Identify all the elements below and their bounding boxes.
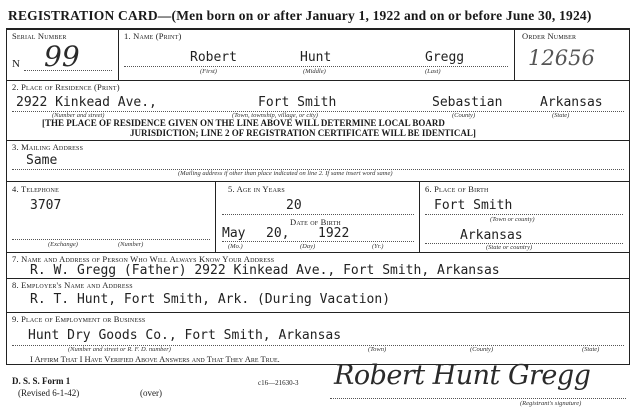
birthplace-town: Fort Smith: [434, 198, 513, 213]
residence-county: Sebastian: [432, 95, 503, 110]
dob-underline: [222, 241, 414, 242]
row4-bottom-rule: [6, 252, 630, 253]
row1-bottom-rule: [6, 80, 630, 81]
top-rule: [6, 28, 630, 30]
telephone-label: 4. Telephone: [12, 184, 59, 194]
residence-state: Arkansas: [540, 95, 603, 110]
age-divider: [419, 181, 420, 252]
employer-label: 8. Employer's Name and Address: [12, 280, 133, 290]
birthplace-town-underline: [425, 214, 623, 215]
order-number: 12656: [528, 46, 595, 70]
row3-bottom-rule: [6, 181, 630, 182]
name-underline: [124, 66, 508, 67]
month-caption: (Mo.): [228, 243, 243, 250]
over-note: (over): [140, 388, 162, 398]
year-caption: (Yr.): [372, 243, 384, 250]
middle-name: Hunt: [300, 50, 332, 65]
birthplace-label: 6. Place of Birth: [425, 184, 489, 194]
town-caption: (Town, township, village, or city): [232, 112, 318, 119]
serial-number: 99: [44, 40, 80, 73]
serial-prefix: N: [12, 58, 20, 70]
signature-underline: [330, 398, 626, 399]
state-caption: (State): [552, 112, 570, 119]
birthplace-state: Arkansas: [460, 228, 523, 243]
dob-label: Date of Birth: [290, 217, 341, 227]
affirmation-text: I Affirm That I Have Verified Above Answers and That They Are True.: [30, 354, 280, 364]
form-revised: (Revised 6-1-42): [18, 388, 80, 398]
mailing-label: 3. Mailing Address: [12, 142, 84, 152]
employment-town-caption: (Town): [368, 346, 387, 353]
day-caption: (Day): [300, 243, 316, 250]
serial-label: Serial Number: [12, 31, 67, 41]
signature-caption: (Registrant's signature): [520, 400, 582, 407]
first-name: Robert: [190, 50, 237, 65]
residence-label: 2. Place of Residence (Print): [12, 82, 120, 92]
age-underline: [222, 214, 414, 215]
left-border: [6, 28, 7, 364]
age-value: 20: [286, 198, 302, 213]
dob-month: May: [222, 226, 246, 241]
mailing-caption: (Mailing address if other than place indicated on line 2. If same insert word same): [178, 170, 393, 177]
order-label: Order Number: [522, 31, 577, 41]
last-caption: (Last): [425, 68, 441, 75]
print-code: c16—21630-3: [258, 379, 299, 387]
employment-label: 9. Place of Employment or Business: [12, 314, 146, 324]
street-caption: (Number and street): [52, 112, 105, 119]
dob-year: 1922: [318, 226, 350, 241]
birth-state-caption: (State or country): [486, 244, 533, 251]
order-divider: [514, 29, 515, 80]
residence-notice-line2: JURISDICTION; LINE 2 OF REGISTRATION CERTIFICATE WILL BE IDENTICAL]: [130, 128, 476, 138]
middle-caption: (Middle): [303, 68, 326, 75]
contact-value: R. W. Gregg (Father) 2922 Kinkead Ave., Fort Smith, Arkansas: [30, 263, 500, 278]
exchange-caption: (Exchange): [48, 241, 78, 248]
telephone-value: 3707: [30, 198, 62, 213]
last-name: Gregg: [425, 50, 465, 65]
residence-town: Fort Smith: [258, 95, 337, 110]
mailing-value: Same: [26, 153, 58, 168]
employment-state-caption: (State): [582, 346, 600, 353]
telephone-divider: [215, 181, 216, 252]
dob-day: 20,: [266, 226, 290, 241]
row2-bottom-rule: [6, 140, 630, 141]
employment-value: Hunt Dry Goods Co., Fort Smith, Arkansas: [28, 328, 342, 343]
employment-street-caption: (Number and street or R. F. D. number): [68, 346, 171, 353]
registrant-signature: Robert Hunt Gregg: [334, 360, 591, 391]
row7-bottom-rule: [6, 278, 630, 279]
row8-bottom-rule: [6, 312, 630, 313]
right-border: [629, 28, 630, 364]
birth-town-caption: (Town or county): [490, 216, 535, 223]
card-title: REGISTRATION CARD—(Men born on or after January 1, 1922 and on or before June 30, 1924): [8, 8, 592, 23]
county-caption: (County): [452, 112, 476, 119]
contact-label: 7. Name and Address of Person Who Will Always Know Your Address: [12, 254, 275, 264]
residence-notice-line1: [THE PLACE OF RESIDENCE GIVEN ON THE LINE ABOVE WILL DETERMINE LOCAL BOARD: [42, 118, 445, 128]
telephone-underline: [12, 239, 210, 240]
serial-divider: [118, 29, 119, 80]
residence-street: 2922 Kinkead Ave.,: [16, 95, 157, 110]
employment-county-caption: (County): [470, 346, 494, 353]
serial-underline: [24, 70, 112, 71]
form-id: D. S. S. Form 1: [12, 376, 71, 386]
name-label: 1. Name (Print): [124, 31, 182, 41]
number-caption: (Number): [118, 241, 144, 248]
first-caption: (First): [200, 68, 217, 75]
employer-value: R. T. Hunt, Fort Smith, Ark. (During Vacation): [30, 292, 391, 307]
age-label: 5. Age in Years: [228, 184, 285, 194]
